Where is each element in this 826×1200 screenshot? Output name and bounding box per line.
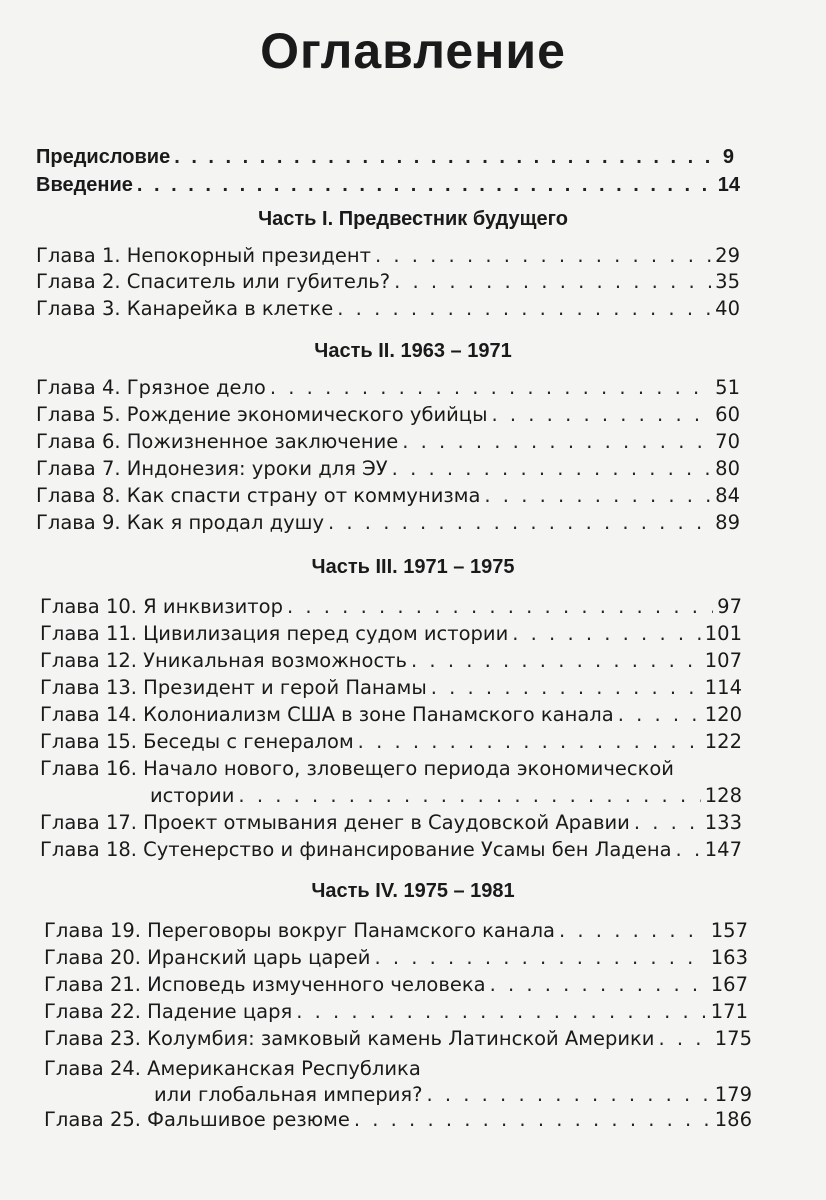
toc-entry-ch1[interactable] [36,244,740,267]
entry-page: 29 [715,244,740,267]
entry-label: Глава 20. Иранский царь царей [44,946,371,969]
part-heading-2: Часть II. 1963 – 1971 [314,340,512,362]
dot-leader [238,784,700,807]
entry-page: 171 [710,1000,748,1023]
dot-leader [411,649,701,672]
toc-entry-ch13[interactable] [40,676,742,699]
toc-entry-ch25[interactable] [44,1108,752,1131]
dot-leader [658,1027,710,1050]
entry-label: Глава 17. Проект отмывания денег в Саудовской Аравии [40,811,630,834]
entry-page: 9 [722,146,734,168]
entry-label: Глава 14. Колониализм США в зоне Панамского канала [40,703,614,726]
toc-entry-ch3[interactable] [36,297,740,320]
dot-leader [337,297,711,320]
entry-page: 101 [704,622,742,645]
dot-leader [402,430,711,453]
entry-label: Глава 15. Беседы с генералом [40,730,354,753]
entry-label: Глава 2. Спаситель или губитель? [36,270,391,293]
dot-leader [634,811,701,834]
toc-entry-ch10[interactable] [40,595,742,618]
part-heading-3: Часть III. 1971 – 1975 [311,556,515,578]
entry-label: Глава 13. Президент и герой Панамы [40,676,427,699]
dot-leader [328,511,711,534]
toc-entry-ch2[interactable] [36,270,740,293]
entry-page: 114 [704,676,742,699]
entry-page: 14 [717,174,740,196]
entry-page: 175 [714,1027,752,1050]
part-heading-4: Часть IV. 1975 – 1981 [311,880,515,902]
dot-leader [618,703,701,726]
dot-leader [287,595,713,618]
entry-label: истории [150,784,235,807]
toc-entry-ch11[interactable] [40,622,742,645]
toc-entry-ch22[interactable] [44,1000,748,1023]
toc-entry-ch8[interactable] [36,484,740,507]
dot-leader [491,403,711,426]
dot-leader [137,174,714,197]
dot-leader [375,244,711,267]
entry-label: Глава 19. Переговоры вокруг Панамского канала [44,919,555,942]
entry-page: 163 [710,946,748,969]
entry-label: Введение [36,174,133,196]
part-heading-1: Часть I. Предвестник будущего [258,208,568,230]
entry-label: Глава 5. Рождение экономического убийцы [36,403,488,426]
dot-leader [354,1108,711,1131]
toc-entry-ch14[interactable] [40,703,742,726]
dot-leader [358,730,701,753]
dot-leader [490,973,707,996]
toc-entry-ch7[interactable] [36,457,740,480]
entry-label: Глава 3. Канарейка в клетке [36,297,334,320]
toc-entry-ch23[interactable] [44,1027,752,1050]
page-title: Оглавление [260,23,566,79]
toc-entry-ch12[interactable] [40,649,742,672]
toc-entry-ch4[interactable] [36,376,740,399]
dot-leader [270,376,711,399]
entry-page: 84 [715,484,740,507]
dot-leader [174,146,719,169]
entry-page: 186 [714,1108,752,1131]
entry-page: 179 [714,1083,752,1106]
dot-leader [512,622,701,645]
toc-entry-ch21[interactable] [44,973,748,996]
entry-label: Глава 18. Сутенерство и финансирование Усамы бен Ладена [40,838,672,861]
toc-entry-ch19[interactable] [44,919,748,942]
toc-entry-ch5[interactable] [36,403,740,426]
entry-label: Глава 4. Грязное дело [36,376,266,399]
entry-page: 122 [704,730,742,753]
dot-leader [374,946,706,969]
toc-entry-ch20[interactable] [44,946,748,969]
entry-page: 107 [704,649,742,672]
entry-label: Глава 21. Исповедь измученного человека [44,973,486,996]
entry-label: Глава 8. Как спасти страну от коммунизма [36,484,481,507]
entry-page: 40 [715,297,740,320]
entry-page: 51 [715,376,740,399]
entry-page: 70 [715,430,740,453]
entry-page: 157 [710,919,748,942]
entry-label: Предисловие [36,146,171,168]
entry-label: Глава 12. Уникальная возможность [40,649,408,672]
entry-label: Глава 9. Как я продал душу [36,511,325,534]
entry-label: Глава 25. Фальшивое резюме [44,1108,350,1131]
toc-entry-ch18[interactable] [40,838,742,861]
dot-leader [296,1000,707,1023]
entry-label: Глава 6. Пожизненное заключение [36,430,399,453]
entry-page: 97 [717,595,742,618]
toc-entry-ch15[interactable] [40,730,742,753]
entry-label: или глобальная империя? [154,1083,423,1106]
entry-label: Глава 7. Индонезия: уроки для ЭУ [36,457,388,480]
toc-entry-ch24[interactable] [154,1083,752,1106]
dot-leader [392,457,712,480]
entry-label: Глава 22. Падение царя [44,1000,293,1023]
toc-entry-preface[interactable] [36,146,734,169]
entry-page: 89 [715,511,740,534]
entry-page: 128 [704,784,742,807]
toc-entry-ch6[interactable] [36,430,740,453]
dot-leader [426,1083,710,1106]
toc-entry-ch24-title[interactable]: Глава 24. Американская Республика [44,1057,421,1080]
dot-leader [676,838,701,861]
entry-page: 35 [715,270,740,293]
entry-page: 120 [704,703,742,726]
entry-page: 147 [704,838,742,861]
dot-leader [431,676,701,699]
dot-leader [559,919,707,942]
entry-label: Глава 23. Колумбия: замковый камень Латинской Америки [44,1027,655,1050]
entry-page: 133 [704,811,742,834]
toc-entry-introduction[interactable] [36,174,740,197]
dot-leader [484,484,711,507]
dot-leader [394,270,711,293]
toc-entry-ch9[interactable] [36,511,740,534]
toc-entry-ch17[interactable] [40,811,742,834]
entry-label: Глава 1. Непокорный президент [36,244,371,267]
entry-page: 80 [715,457,740,480]
entry-page: 167 [710,973,748,996]
entry-label: Глава 10. Я инквизитор [40,595,283,618]
entry-page: 60 [715,403,740,426]
toc-entry-ch16[interactable] [150,784,742,807]
entry-label: Глава 11. Цивилизация перед судом истории [40,622,509,645]
toc-entry-ch16-title[interactable]: Глава 16. Начало нового, зловещего периода экономической [40,757,674,780]
